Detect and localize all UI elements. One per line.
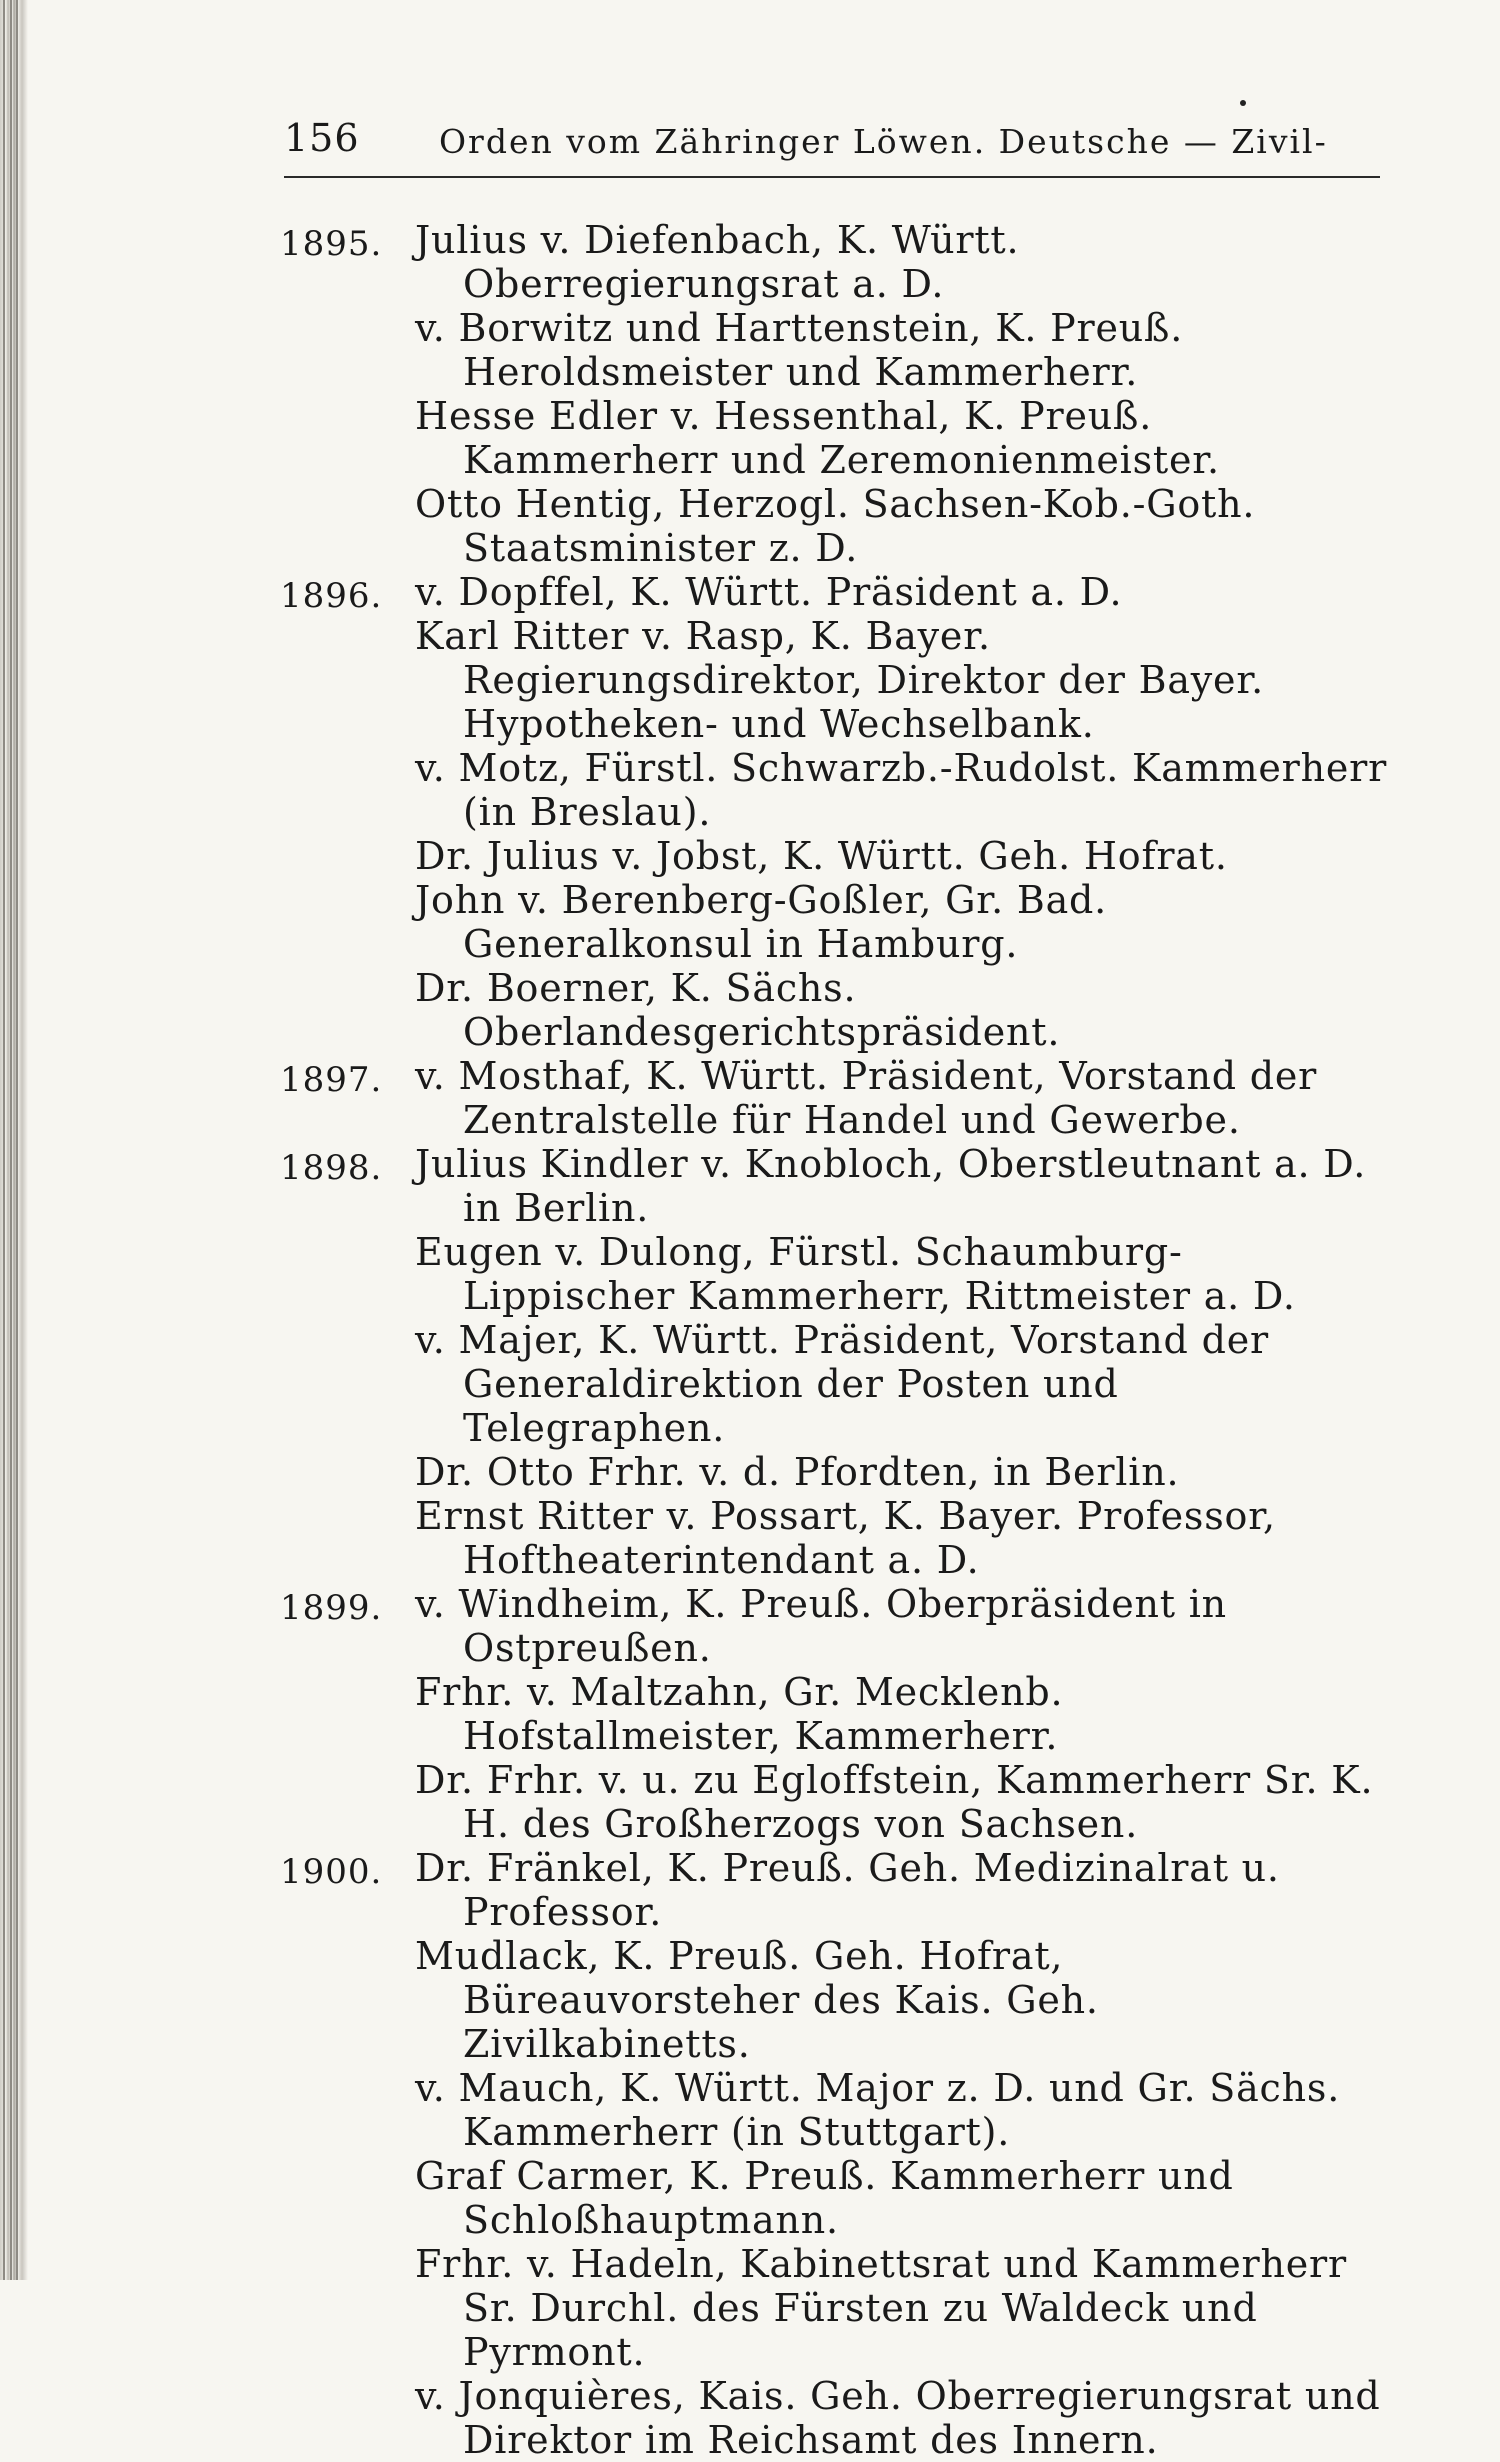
ink-dot <box>1240 100 1246 106</box>
recipient-entry: Eugen v. Dulong, Fürstl. Schaumburg-Lippischer Kammerherr, Rittmeister a. D. <box>415 1230 1296 1318</box>
binding-line <box>3 0 5 2280</box>
recipient-entry: Dr. Boerner, K. Sächs. Oberlandesgerichtspräsident. <box>415 966 1061 1054</box>
page-number: 156 <box>284 116 360 160</box>
recipient-entry: Dr. Julius v. Jobst, K. Württ. Geh. Hofrat. <box>415 834 1228 878</box>
recipient-entry: Karl Ritter v. Rasp, K. Bayer. Regierungsdirektor, Direktor der Bayer. Hypotheken- und Wechselbank. <box>415 614 1265 746</box>
page-header <box>284 116 1328 172</box>
recipient-entry: Frhr. v. Maltzahn, Gr. Mecklenb. Hofstallmeister, Kammerherr. <box>415 1670 1064 1758</box>
recipient-entry: John v. Berenberg-Goßler, Gr. Bad. Generalkonsul in Hamburg. <box>415 878 1108 966</box>
year-block <box>280 218 1390 570</box>
year-label: 1897. <box>280 1060 383 1100</box>
recipient-entry: Julius v. Diefenbach, K. Württ. Oberregierungsrat a. D. <box>415 218 1020 306</box>
recipient-entry: Hesse Edler v. Hessenthal, K. Preuß. Kammerherr und Zeremonienmeister. <box>415 394 1220 482</box>
year-block <box>280 1054 1390 1142</box>
recipient-entry: v. Windheim, K. Preuß. Oberpräsident in Ostpreußen. <box>415 1582 1227 1670</box>
recipient-entry: v. Borwitz und Harttenstein, K. Preuß. Heroldsmeister und Kammerherr. <box>415 306 1184 394</box>
running-head: Orden vom Zähringer Löwen. Deutsche — Zivil- <box>439 122 1328 161</box>
year-block <box>280 1846 1390 2462</box>
year-block <box>280 570 1390 1054</box>
recipient-entry: v. Dopffel, K. Württ. Präsident a. D. <box>415 570 1123 614</box>
decoration-list <box>280 218 1390 2462</box>
binding-line <box>10 0 12 2280</box>
binding-line <box>16 0 18 2280</box>
recipient-entry: Graf Carmer, K. Preuß. Kammerherr und Schloßhauptmann. <box>415 2154 1234 2242</box>
recipient-entry: Ernst Ritter v. Possart, K. Bayer. Professor, Hoftheaterintendant a. D. <box>415 1494 1276 1582</box>
recipient-entry: v. Motz, Fürstl. Schwarzb.-Rudolst. Kammerherr (in Breslau). <box>415 746 1388 834</box>
recipient-entry: v. Mauch, K. Württ. Major z. D. und Gr. Sächs. Kammerherr (in Stuttgart). <box>415 2066 1341 2154</box>
recipient-entry: Frhr. v. Hadeln, Kabinettsrat und Kammerherr Sr. Durchl. des Fürsten zu Waldeck und Pyrmont. <box>415 2242 1347 2374</box>
recipient-entry: v. Jonquières, Kais. Geh. Oberregierungsrat und Direktor im Reichsamt des Innern. <box>415 2374 1381 2462</box>
header-rule <box>284 176 1380 178</box>
year-block <box>280 1142 1390 1582</box>
recipient-entry: Dr. Frhr. v. u. zu Egloffstein, Kammerherr Sr. K. H. des Großherzogs von Sachsen. <box>415 1758 1374 1846</box>
year-label: 1895. <box>280 224 383 264</box>
recipient-entry: Dr. Otto Frhr. v. d. Pfordten, in Berlin. <box>415 1450 1180 1494</box>
recipient-entry: v. Mosthaf, K. Württ. Präsident, Vorstand der Zentralstelle für Handel und Gewerbe. <box>415 1054 1318 1142</box>
recipient-entry: Dr. Fränkel, K. Preuß. Geh. Medizinalrat u. Professor. <box>415 1846 1280 1934</box>
year-label: 1900. <box>280 1852 383 1892</box>
book-binding-edge <box>0 0 28 2280</box>
year-label: 1896. <box>280 576 383 616</box>
year-block <box>280 1582 1390 1846</box>
recipient-entry: v. Majer, K. Württ. Präsident, Vorstand der Generaldirektion der Posten und Telegraphen. <box>415 1318 1269 1450</box>
year-label: 1899. <box>280 1588 383 1628</box>
recipient-entry: Mudlack, K. Preuß. Geh. Hofrat, Büreauvorsteher des Kais. Geh. Zivilkabinetts. <box>415 1934 1099 2066</box>
recipient-entry: Julius Kindler v. Knobloch, Oberstleutnant a. D. in Berlin. <box>415 1142 1367 1230</box>
recipient-entry: Otto Hentig, Herzogl. Sachsen-Kob.-Goth. Staatsminister z. D. <box>415 482 1256 570</box>
year-label: 1898. <box>280 1148 383 1188</box>
